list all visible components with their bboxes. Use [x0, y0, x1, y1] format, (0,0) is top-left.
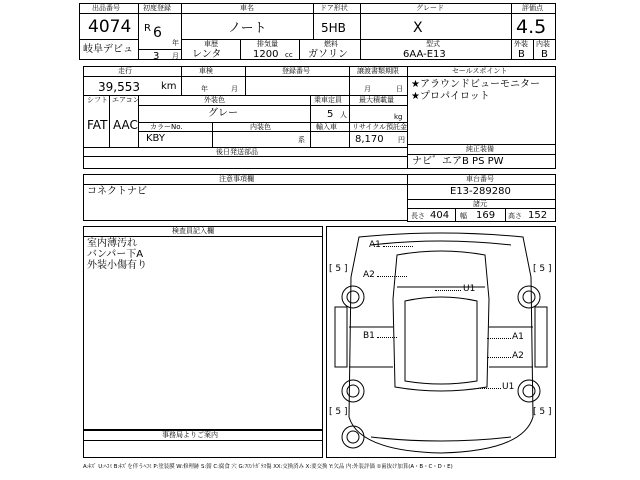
score: 4.5: [516, 16, 547, 38]
usage-box: 車歴 レンタ: [181, 39, 241, 60]
details-block: 走行 車検 登録番号 譲渡書類期限 39,553 km 年 月 月 日 シフト エアコン 外装色 乗車定員 最大積載量 FAT AAC グレー 5 人 kg カラーNo. 内装色 輸入車 リサイクル預託金 KBY 系 8,170 円 後日発送部品: [83, 66, 408, 169]
shift: FAT: [87, 118, 108, 132]
notes-text: コネクトナビ: [87, 186, 147, 197]
usage: レンタ: [192, 49, 222, 60]
mark-rear-u1: U1: [502, 382, 515, 392]
chassis-box: 車台番号 E13-289280 諸元 長さ 404 幅 169 高さ 152: [407, 174, 556, 222]
displacement-box: 排気量 1200 cc: [240, 39, 300, 60]
air-conditioner: AAC: [113, 118, 138, 132]
inspector-note-1: 室内薄汚れ: [87, 238, 137, 249]
lot-no: 4074: [88, 17, 132, 37]
car-name-box: 車名 ノート: [181, 3, 314, 40]
fuel: ガソリン: [308, 49, 348, 60]
mark-front-left-a2: A2: [363, 270, 375, 280]
model-code: 6AA-E13: [403, 49, 446, 60]
tire-tread-front-right: [ 5 ]: [533, 264, 552, 274]
mark-left-b1: B1: [363, 331, 375, 341]
month-num: 3: [153, 51, 160, 62]
mark-front-a1: A1: [369, 240, 381, 250]
standard-equipment: ナビ゛エアB PS PW: [412, 156, 504, 167]
car-name: ノート: [228, 21, 267, 36]
damage-legend: A:ｷｽﾞ U:ﾍｺﾐ B:ｷｽﾞを伴うﾍｺﾐ P:塗装膜 W:修理跡 S:錆 C:腐食 穴 G:ﾌﾛﾝﾄｶﾞﾗｽ傷 XX:交換済み X:要交換 Y:欠品 内:外装評価 ①歯抜け加算(A・B・C・D・E): [83, 464, 453, 470]
grade: X: [413, 20, 423, 36]
mark-right-a1: A1: [512, 332, 524, 342]
color-number: KBY: [146, 133, 165, 144]
grade-box: グレード X: [360, 3, 512, 40]
tire-tread-front-left: [ 5 ]: [329, 264, 348, 274]
interior-grade: B: [541, 49, 548, 60]
car-outline-drawing: [327, 227, 555, 457]
auction-name: 岐阜デビュ: [83, 44, 133, 55]
sales-point-2: ★プロパイロット: [411, 91, 490, 102]
notes-box: 注意事項欄 コネクトナビ: [83, 174, 408, 221]
body-shape: 5HB: [321, 21, 346, 35]
first-reg-box: 初度登録 R 6 年 3 月: [138, 3, 182, 60]
sales-point-1: ★アラウンドビューモニター: [411, 79, 540, 90]
capacity: 5: [327, 109, 334, 120]
office-box: 事務局よりご案内: [83, 430, 323, 458]
tire-front-right: [518, 286, 540, 308]
chassis-number: E13-289280: [450, 186, 511, 197]
length: 404: [430, 210, 450, 221]
tire-tread-rear-left: [ 5 ]: [329, 407, 348, 417]
int-grade-box: 内装 B: [533, 39, 556, 60]
width: 169: [476, 210, 496, 221]
mark-right-a2: A2: [512, 351, 524, 361]
tire-rear-right: [518, 380, 540, 402]
model-box: 型式 6AA-E13: [360, 39, 512, 60]
lot-box: [79, 3, 139, 40]
first-reg-label: 初度登録: [143, 4, 171, 12]
parts-label: 後日発送部品: [216, 148, 258, 156]
ext-grade-box: 外装 B: [511, 39, 534, 60]
year-num: 6: [153, 25, 162, 41]
height: 152: [528, 210, 548, 221]
shape-box: ドア形状 5HB: [313, 3, 361, 40]
sales-points-box: セールスポイント ★アラウンドビューモニター ★プロパイロット: [407, 66, 556, 145]
fuel-box: 燃料 ガソリン: [299, 39, 361, 60]
displacement: 1200: [253, 49, 279, 60]
tire-front-left: [342, 286, 364, 308]
inspector-box: 検査員記入欄 室内薄汚れ バンパー下A 外装小傷有り: [83, 226, 323, 430]
mileage: 39,553: [98, 80, 140, 94]
mark-roof-u1: U1: [463, 284, 476, 294]
spare-tire: [342, 426, 364, 448]
lot-no-label: 出品番号: [92, 4, 120, 12]
recycle-fee: 8,170: [355, 134, 384, 145]
damage-diagram: [326, 226, 556, 458]
exterior-grade: B: [518, 49, 525, 60]
inspector-note-3: 外装小傷有り: [87, 260, 147, 271]
era: R: [144, 23, 151, 34]
inspector-note-2: バンパー下A: [87, 249, 144, 260]
score-box: 評価点 4.5: [511, 3, 556, 40]
auction-box: [79, 39, 139, 60]
exterior-color: グレー: [208, 108, 238, 119]
tire-rear-left: [342, 380, 364, 402]
equipment-box: 純正装備 ナビ゛エアB PS PW: [407, 144, 556, 169]
tire-tread-rear-right: [ 5 ]: [533, 407, 552, 417]
